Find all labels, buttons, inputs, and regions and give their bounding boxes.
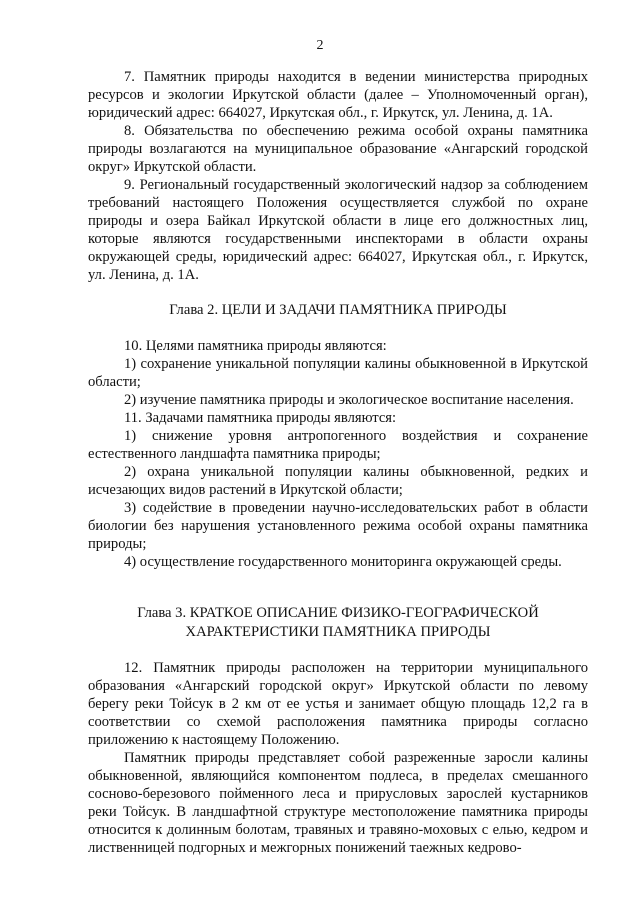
paragraph-9: 9. Региональный государственный экологический надзор за соблюдением требований настоящего Положения осуществляется службой по охране природы и озера Байкал Иркутской области в лице его должностных лиц, которые являются государственными инспекторами в области охраны окружающей среды, юридический адрес: 664027, Иркутская обл., г. Иркутск, ул. Ленина, д. 1А. <box>88 177 588 283</box>
task-item-1: 1) снижение уровня антропогенного воздействия и сохранение естественного ландшафта памятника природы; <box>88 428 588 462</box>
paragraph-7: 7. Памятник природы находится в ведении министерства природных ресурсов и экологии Иркутской области (далее – Уполномоченный орган), юридический адрес: 664027, Иркутская обл., г. Иркутск, ул. Ленина, д. 1А. <box>88 69 588 121</box>
chapter-2-title: Глава 2. ЦЕЛИ И ЗАДАЧИ ПАМЯТНИКА ПРИРОДЫ <box>169 302 507 318</box>
paragraph-description: Памятник природы представляет собой разреженные заросли калины обыкновенной, являющийся компонентом подлеса, в пределах смешанного сосново-березового пойменного леса и прирусловых зарослей кустарников реки Тойсук. В ландшафтной структуре местоположение памятника природы относится к долинным болотам, травяных и травяно-моховых с елью, кедром и лиственницей подгорных и межгорных понижений таежных кедрово- <box>88 750 588 856</box>
goal-item-1: 1) сохранение уникальной популяции калины обыкновенной в Иркутской области; <box>88 356 588 390</box>
paragraph-8: 8. Обязательства по обеспечению режима особой охраны памятника природы возлагаются на муниципальное образование «Ангарский городской округ» Иркутской области. <box>88 123 588 175</box>
paragraph-10: 10. Целями памятника природы являются: <box>124 338 387 354</box>
task-item-2: 2) охрана уникальной популяции калины обыкновенной, редких и исчезающих видов растений в Иркутской области; <box>88 464 588 498</box>
chapter-3-title-line-2: ХАРАКТЕРИСТИКИ ПАМЯТНИКА ПРИРОДЫ <box>185 624 491 640</box>
task-item-4: 4) осуществление государственного мониторинга окружающей среды. <box>124 554 562 570</box>
page-number: 2 <box>316 38 324 53</box>
chapter-3-title-line-1: Глава 3. КРАТКОЕ ОПИСАНИЕ ФИЗИКО-ГЕОГРАФИЧЕСКОЙ <box>137 605 539 621</box>
task-item-3: 3) содействие в проведении научно-исследовательских работ в области биологии без нарушения установленного режима особой охраны памятника природы; <box>88 500 588 552</box>
goal-item-2: 2) изучение памятника природы и экологическое воспитание населения. <box>124 392 574 408</box>
paragraph-11: 11. Задачами памятника природы являются: <box>124 410 397 426</box>
document-body <box>88 68 588 857</box>
paragraph-12: 12. Памятник природы расположен на территории муниципального образования «Ангарский городской округ» Иркутской области по левому берегу реки Тойсук в 2 км от ее устья и занимает общую площадь 12,2 га в соответствии со схемой расположения памятника природы согласно приложению к настоящему Положению. <box>88 660 588 748</box>
